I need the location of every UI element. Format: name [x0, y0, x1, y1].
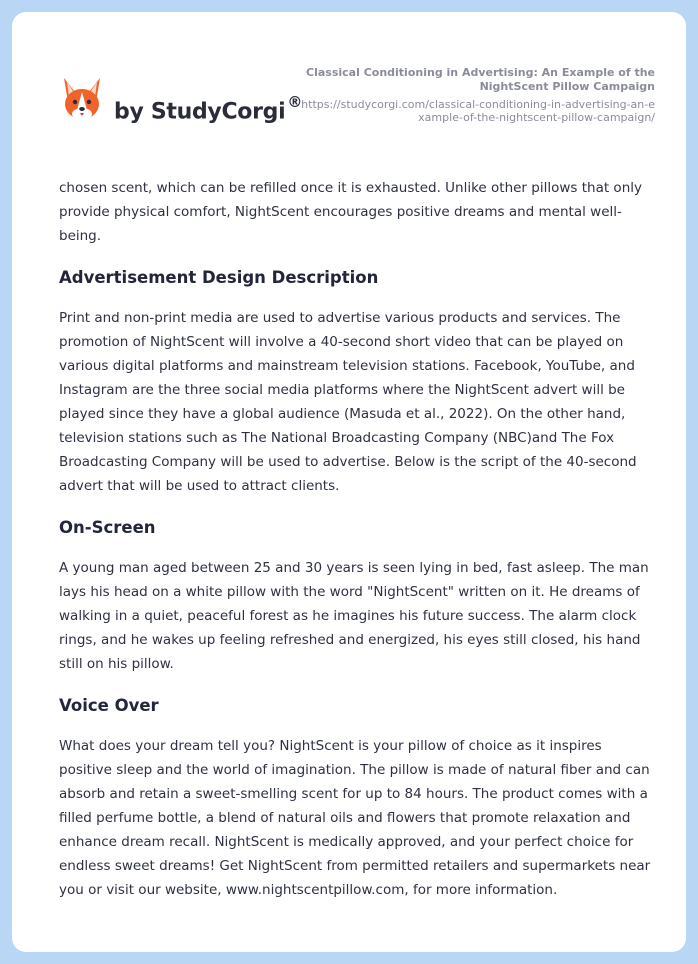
document-content: [59, 176, 657, 920]
intro-paragraph: chosen scent, which can be refilled once it is exhausted. Unlike other pillows that only provide physical comfort, NightScent encourages positive dreams and mental well-being.: [59, 180, 642, 244]
corgi-logo-icon: [60, 76, 104, 122]
section-heading-on-screen: On-Screen: [59, 518, 156, 537]
section-heading-design: Advertisement Design Description: [59, 268, 379, 287]
on-screen-paragraph: A young man aged between 25 and 30 years is seen lying in bed, fast asleep. The man lays his head on a white pillow with the word "NightScent" written on it. He dreams of walking in a quiet, peaceful forest as he imagines his future success. The alarm clock rings, and he wakes up feeling refreshed and energized, his eyes still closed, his hand still on his pillow.: [59, 560, 649, 672]
document-title: Classical Conditioning in Advertising: An Example of the NightScent Pillow Campaign: [306, 66, 655, 93]
section-heading-voice-over: Voice Over: [59, 696, 159, 715]
voice-over-paragraph: What does your dream tell you? NightScent is your pillow of choice as it inspires positive sleep and the world of imagination. The pillow is made of natural fiber and can absorb and retain a sweet-smelling scent for up to 84 hours. The product comes with a filled perfume bottle, a blend of natural oils and flowers that promote relaxation and enhance dream recall. NightScent is medically approved, and your perfect choice for endless sweet dreams! Get NightScent from permitted retailers and supermarkets near you or visit our website, www.nightscentpillow.com, for more information.: [59, 738, 651, 898]
registered-mark: ®: [287, 93, 303, 111]
document-page: [12, 12, 686, 952]
design-paragraph: Print and non-print media are used to advertise various products and services. The promotion of NightScent will involve a 40-second short video that can be played on various digital platforms and mainstream television stations. Facebook, YouTube, and Instagram are the three social media platforms where the NightScent advert will be played since they have a global audience (Masuda et al., 2022). On the other hand, television stations such as The National Broadcasting Company (NBC)and The Fox Broadcasting Company will be used to advertise. Below is the script of the 40-second advert that will be used to attract clients.: [59, 310, 637, 494]
page-header: [12, 12, 686, 162]
brand-name[interactable]: by StudyCorgi ®: [114, 93, 303, 125]
document-url-link[interactable]: https://studycorgi.com/classical-conditioning-in-advertising-an-example-of-the-nightscent-pillow-campaign/: [301, 98, 655, 124]
